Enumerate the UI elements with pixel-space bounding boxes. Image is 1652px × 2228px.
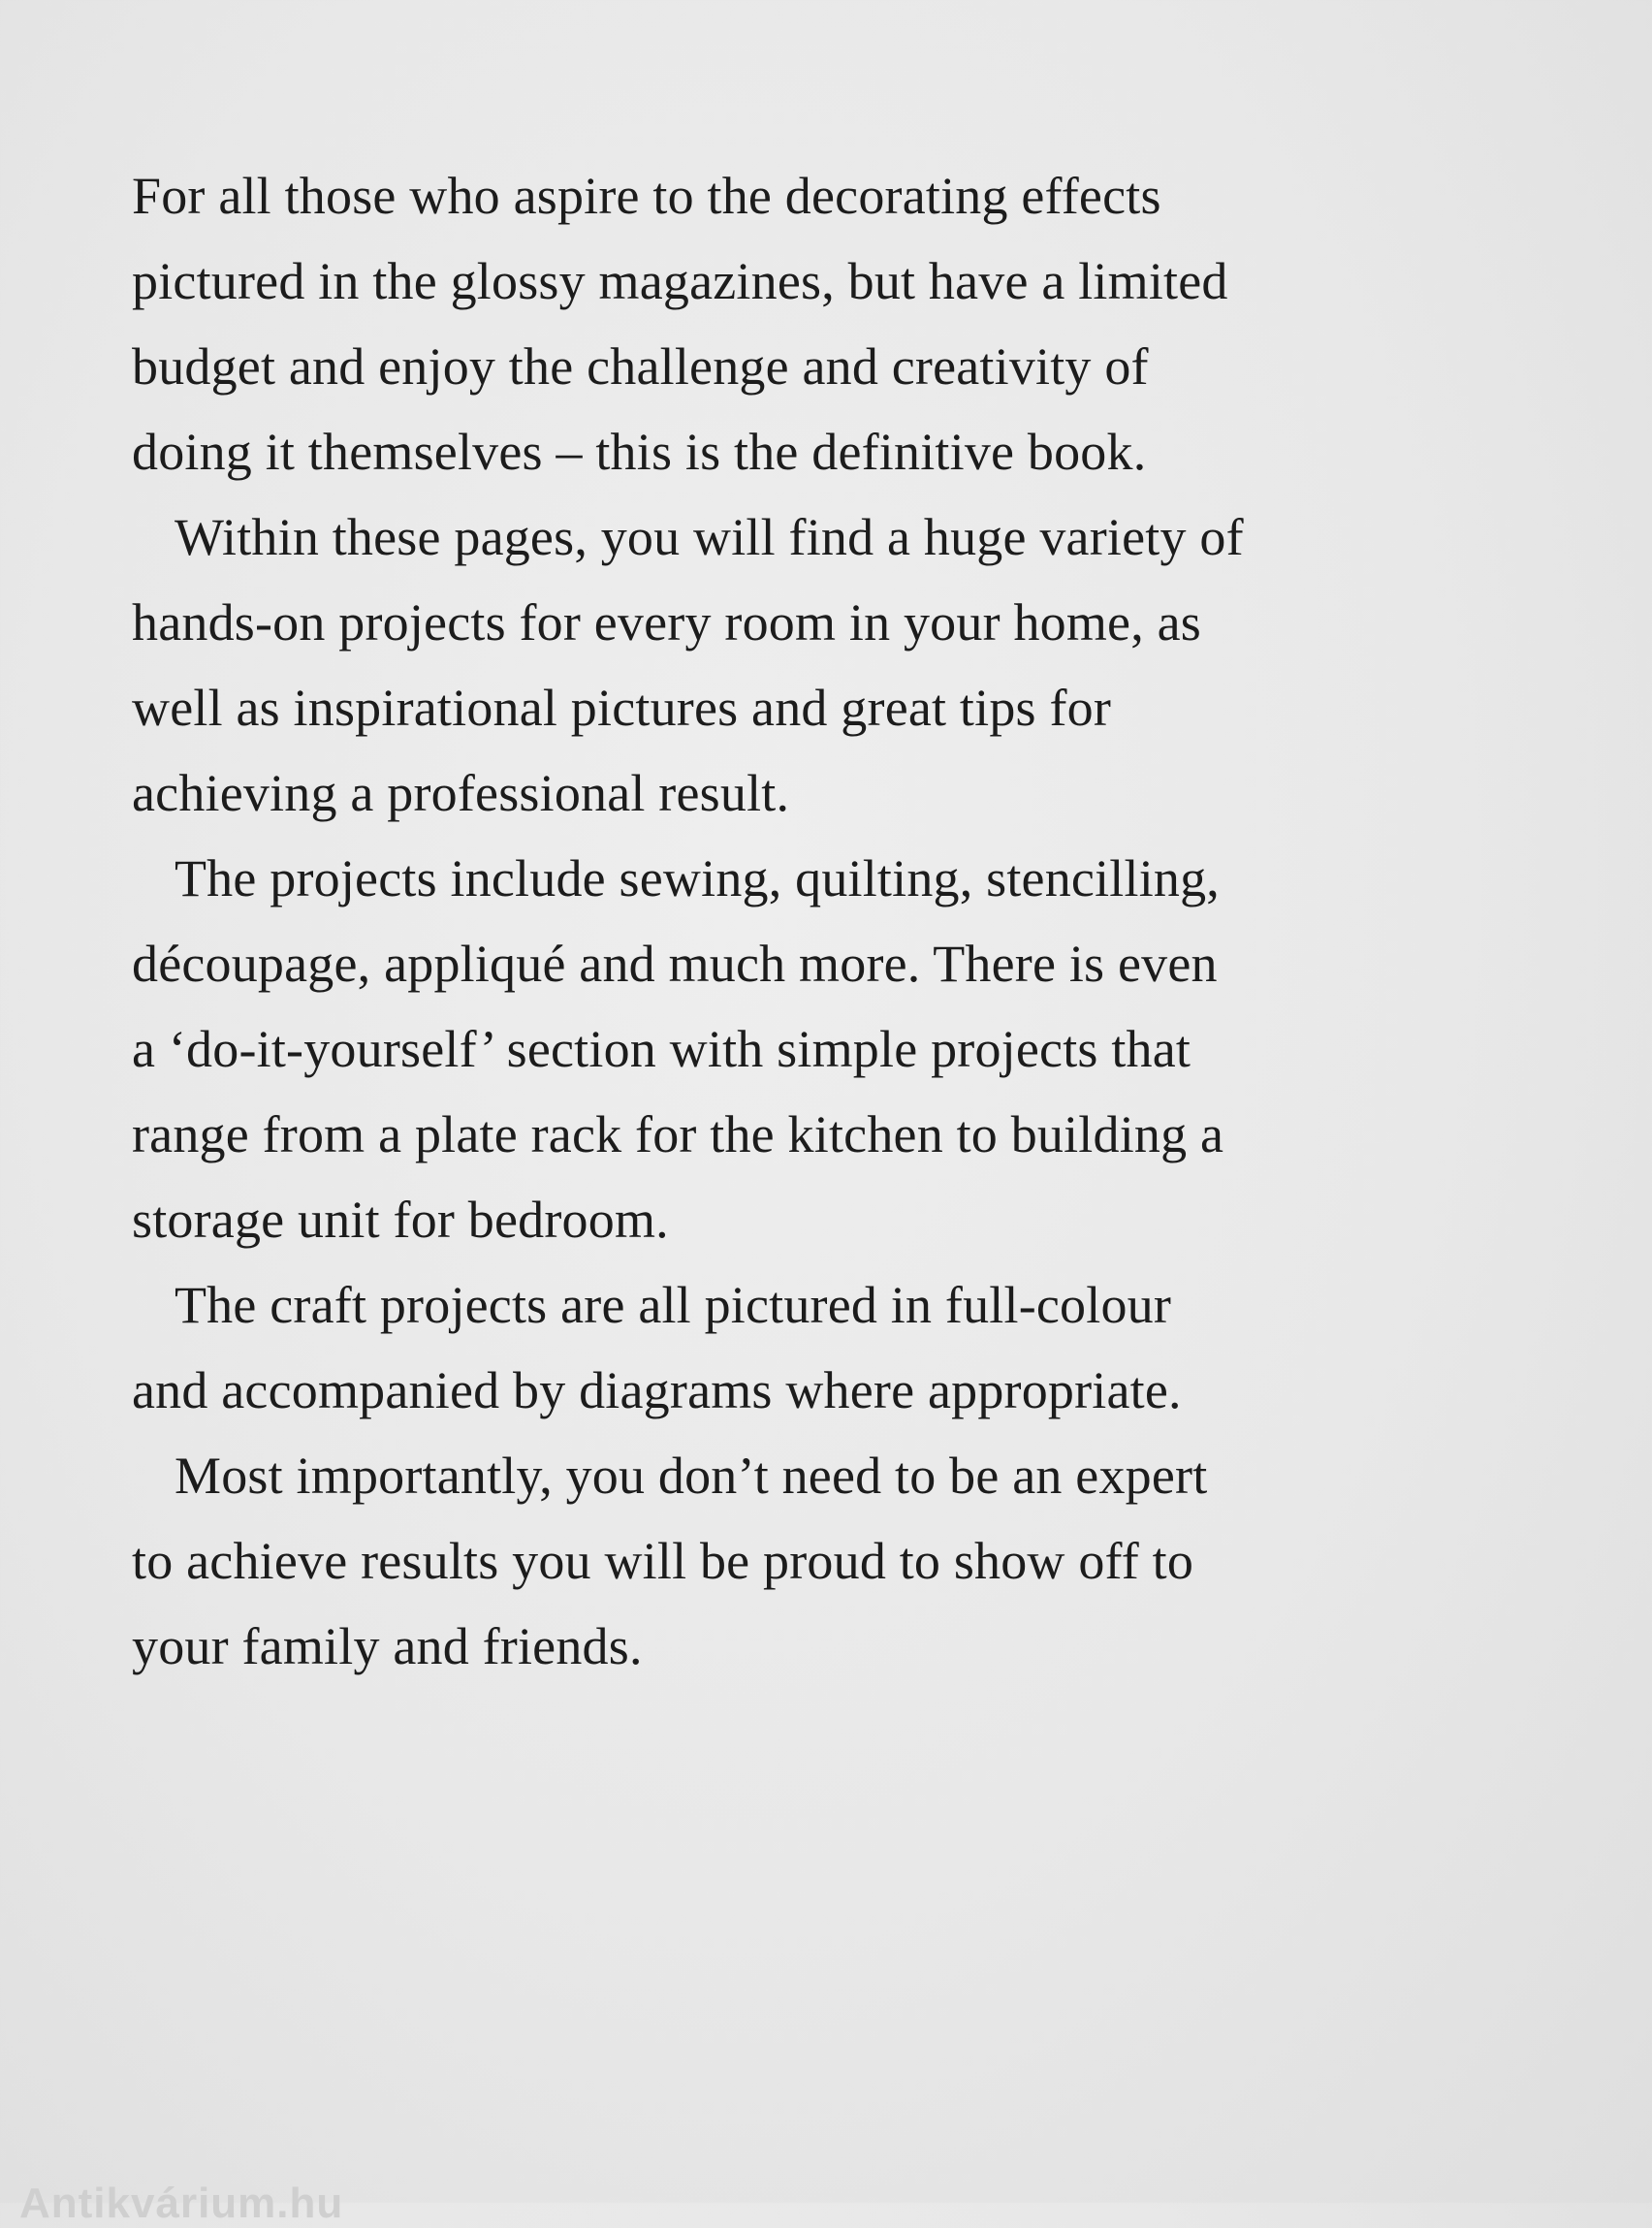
text-line: budget and enjoy the challenge and creativity of [132,337,1149,396]
paragraph-colour [132,1262,1528,1433]
text-line: storage unit for bedroom. [132,1191,669,1249]
text-line: to achieve results you will be proud to show off to [132,1532,1194,1590]
text-line: range from a plate rack for the kitchen to building a [132,1105,1224,1163]
text-line: The craft projects are all pictured in full-colour [175,1276,1172,1334]
text-line: achieving a professional result. [132,764,790,822]
text-line: For all those who aspire to the decorating effects [132,167,1161,225]
text-line: and accompanied by diagrams where appropriate. [132,1361,1182,1419]
text-line: well as inspirational pictures and great tips for [132,679,1112,737]
blurb-text [132,153,1528,1689]
watermark-text: Antikvárium.hu [19,2180,344,2227]
text-line: a ‘do-it-yourself’ section with simple projects that [132,1020,1191,1078]
paragraph-intro [132,153,1528,494]
paragraph-projects [132,836,1528,1262]
text-line: pictured in the glossy magazines, but have a limited [132,252,1228,310]
text-line: découpage, appliqué and much more. There is even [132,935,1218,993]
text-line: Most importantly, you don’t need to be an expert [175,1447,1208,1505]
text-line: Within these pages, you will find a huge variety of [175,508,1244,566]
text-line: hands-on projects for every room in your home, as [132,593,1202,652]
text-line: your family and friends. [132,1617,643,1675]
paragraph-expert [132,1433,1528,1689]
text-line: doing it themselves – this is the definitive book. [132,423,1147,481]
paragraph-variety [132,494,1528,836]
text-line: The projects include sewing, quilting, stencilling, [175,849,1220,907]
